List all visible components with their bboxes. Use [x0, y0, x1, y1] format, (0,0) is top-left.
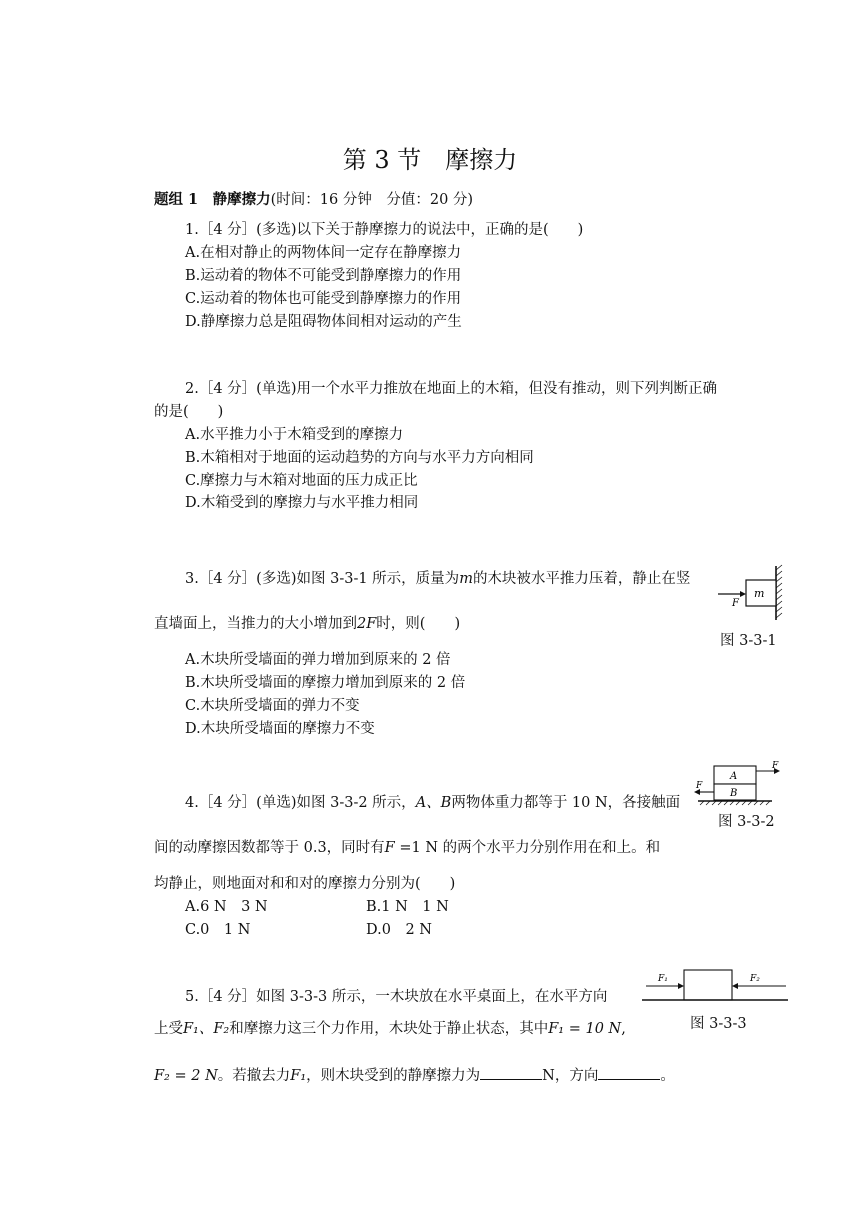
q1-option-a: A.在相对静止的两物体间一定存在静摩擦力 [185, 245, 462, 261]
q4-stem-line3: 均静止，则地面对和和对的摩擦力分别为( ) [154, 876, 456, 892]
q5-stem-line3 [154, 1067, 675, 1085]
q5-line2-text-a: 上受 [154, 1021, 183, 1037]
group-header [154, 191, 473, 209]
group-label: 题组 1 静摩擦力 [154, 191, 271, 208]
q2-stem-line2: 的是( ) [154, 404, 224, 420]
q5-line3-text-c: N，方向 [542, 1068, 599, 1084]
q3-option-b: B.木块所受墙面的摩擦力增加到原来的 2 倍 [185, 675, 466, 691]
q2-option-b: B.木箱相对于地面的运动趋势的方向与水平力方向相同 [185, 450, 534, 466]
q3-var-2f: 2F [357, 616, 377, 632]
q5-stem-line1: 5.［4 分］如图 3-3-3 所示，一木块放在水平桌面上，在水平方向 [185, 989, 608, 1005]
q2-option-c: C.摩擦力与木箱对地面的压力成正比 [185, 473, 418, 489]
q5-eq-f2: F₂ = 2 N [154, 1068, 218, 1084]
figure-3-3-3 [640, 962, 790, 1008]
q3-line2-text-b: 时，则( ) [376, 616, 461, 632]
q3-line2-text-a: 直墙面上，当推力的大小增加到 [154, 616, 357, 632]
q3-stem-text-b: 的木块被水平推力压着，静止在竖 [472, 571, 691, 587]
q3-stem-line1 [185, 570, 690, 588]
q1-option-d: D.静摩擦力总是阻碍物体间相对运动的产生 [185, 314, 462, 330]
q3-option-a: A.木块所受墙面的弹力增加到原来的 2 倍 [185, 652, 451, 668]
page-title: 第 3 节 摩擦力 [342, 146, 518, 174]
q3-stem-line2 [154, 615, 460, 633]
figure-3-3-2-label-f-left: F [696, 781, 703, 791]
q4-line2-text-b: =1 N 的两个水平力分别作用在和上。和 [394, 840, 661, 856]
q5-line3-text-d: 。 [660, 1068, 675, 1084]
q5-line2-text-b: 和摩擦力这三个力作用，木块处于静止状态，其中 [229, 1021, 549, 1037]
q4-line2-text-a: 间的动摩擦因数都等于 0.3，同时有 [154, 840, 385, 856]
q4-option-a: A.6 N 3 N [185, 899, 268, 915]
q5-line3-text-b: ，则木块受到的静摩擦力为 [306, 1068, 481, 1084]
q5-line3-text-a: 。若撤去力 [217, 1068, 291, 1084]
q5-var-f1f2: F₁、F₂ [183, 1021, 230, 1037]
q1-stem: 1.［4 分］(多选)以下关于静摩擦力的说法中，正确的是( ) [185, 222, 584, 238]
q3-option-c: C.木块所受墙面的弹力不变 [185, 698, 360, 714]
q4-var-ab: A、B [415, 795, 452, 811]
group-meta: (时间：16 分钟 分值：20 分) [270, 192, 474, 208]
figure-3-3-3-label-f1: F₁ [658, 974, 668, 984]
q5-answer-blank-1[interactable] [480, 1067, 542, 1080]
figure-3-3-2-caption: 图 3-3-2 [718, 814, 775, 830]
q1-option-b: B.运动着的物体不可能受到静摩擦力的作用 [185, 268, 462, 284]
q4-option-b: B.1 N 1 N [366, 899, 449, 915]
q5-line2-text-c: , [621, 1021, 626, 1037]
q2-option-a: A.水平推力小于木箱受到的摩擦力 [185, 427, 404, 443]
q1-option-c: C.运动着的物体也可能受到静摩擦力的作用 [185, 291, 462, 307]
figure-3-3-1 [712, 562, 798, 622]
figure-3-3-2-label-b: B [730, 788, 738, 799]
q4-stem-line2 [154, 839, 660, 857]
q2-stem-line1: 2.［4 分］(单选)用一个水平力推放在地面上的木箱，但没有推动，则下列判断正确 [185, 381, 717, 397]
q5-stem-line2 [154, 1020, 626, 1038]
q5-var-f1: F₁ [290, 1068, 307, 1084]
figure-3-3-2 [692, 758, 784, 808]
q4-var-f: F [384, 840, 395, 856]
q3-var-m: m [459, 571, 473, 587]
q5-eq-f1: F₁ = 10 N [548, 1021, 622, 1037]
figure-3-3-1-label-f: F [732, 598, 739, 609]
figure-3-3-1-label-m: m [754, 587, 765, 600]
q4-stem-text-a: 4.［4 分］(单选)如图 3-3-2 所示， [185, 795, 416, 811]
q4-option-d: D.0 2 N [366, 922, 432, 938]
q2-option-d: D.木箱受到的摩擦力与水平推力相同 [185, 495, 419, 511]
q3-option-d: D.木块所受墙面的摩擦力不变 [185, 721, 375, 737]
q4-stem-text-b: 两物体重力都等于 10 N，各接触面 [451, 795, 681, 811]
figure-3-3-3-label-f2: F₂ [750, 974, 760, 984]
q4-option-c: C.0 1 N [185, 922, 251, 938]
q4-stem-line1 [185, 794, 680, 812]
q3-stem-text-a: 3.［4 分］(多选)如图 3-3-1 所示，质量为 [185, 571, 460, 587]
figure-3-3-2-label-a: A [730, 771, 738, 782]
figure-3-3-3-caption: 图 3-3-3 [690, 1016, 747, 1032]
q5-answer-blank-2[interactable] [598, 1067, 660, 1080]
figure-3-3-1-caption: 图 3-3-1 [720, 633, 777, 649]
figure-3-3-2-label-f-right: F [772, 761, 779, 771]
